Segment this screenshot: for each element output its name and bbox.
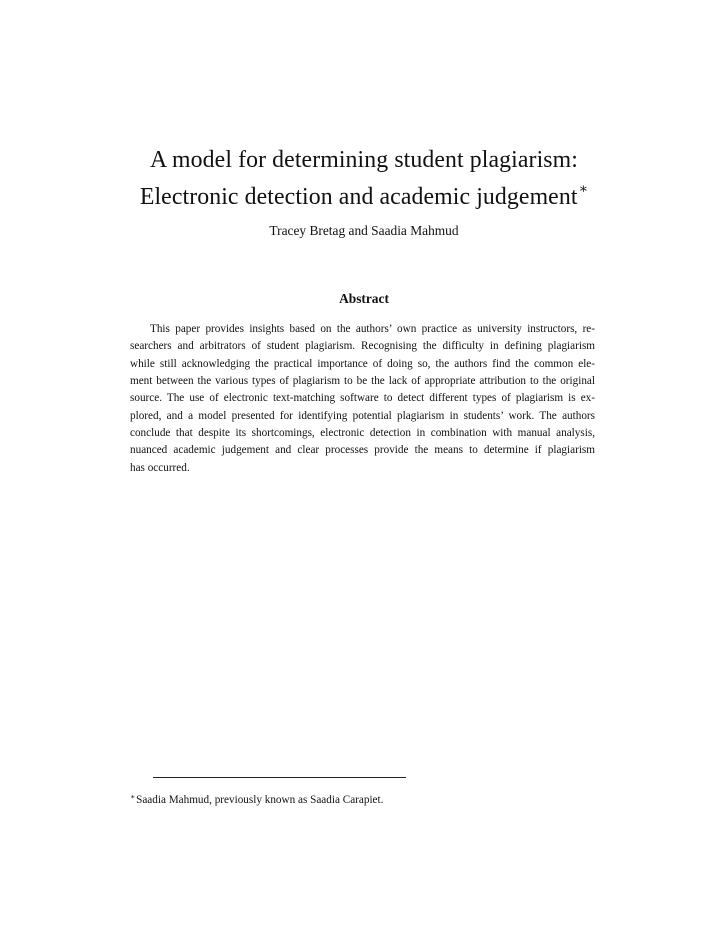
title-line-2 [95,175,633,212]
title-line-2-text: Electronic detection and academic judgement [139,184,578,210]
footnote-text: Saadia Mahmud, previously known as Saadia Carapiet. [136,794,384,806]
title-footnote-mark: ∗ [578,182,589,197]
abstract-line: while still acknowledging the practical importance of doing so, the authors find the common ele- [130,357,595,370]
abstract-line: searchers and arbitrators of student plagiarism. Recognising the difficulty in defining plagiarism [130,340,595,353]
abstract-line: conclude that despite its shortcomings, electronic detection in combination with manual analysis, [130,427,595,440]
abstract-line: has occurred. [130,461,190,474]
abstract-heading: Abstract [339,291,389,306]
footnote-divider [153,777,406,778]
author-names: Tracey Bretag and Saadia Mahmud [269,223,459,238]
footnote [130,789,530,808]
abstract-line: nuanced academic judgement and clear processes provide the means to determine if plagiarism [130,444,595,457]
abstract-line: source. The use of electronic text-matching software to detect different types of plagiarism is ex- [130,392,595,405]
title-line-1: A model for determining student plagiarism: [150,147,578,173]
abstract-line: This paper provides insights based on the authors’ own practice as university instructors, re- [150,323,595,335]
abstract-line: ment between the various types of plagiarism to be the lack of appropriate attribution to the original [130,375,595,388]
footnote-mark: ∗ [130,792,136,801]
paper-title [95,146,633,212]
abstract-line: plored, and a model presented for identifying potential plagiarism in students’ work. The authors [130,409,595,422]
abstract-body [130,321,595,477]
